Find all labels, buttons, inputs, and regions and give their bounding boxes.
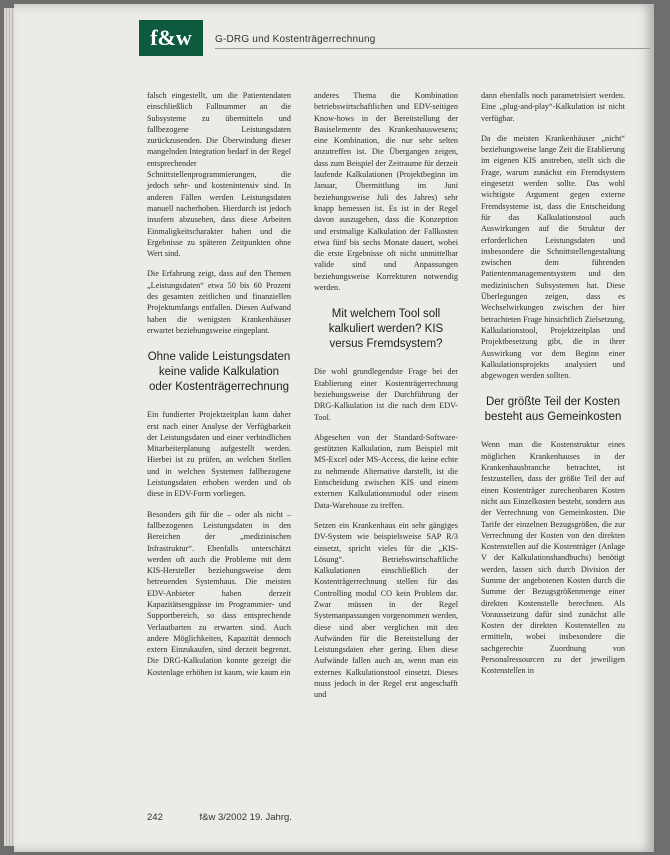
- page-footer: [147, 812, 292, 823]
- paragraph: Ein fundierter Projektzeitplan kann daher erst nach einer Analyse der Verfügbarkeit der Leistungsdaten und einer verbindlichen Mitarbeiterplanung aufgestellt werden. Hierbei ist zu prüfen, an welchen Stellen und in welchen Systemen fallbezogene Leistungsdaten erhoben werden und ob diese in EDV-Form vorliegen.: [147, 410, 291, 499]
- subheading: Der größte Teil der Kosten besteht aus Gemeinkosten: [484, 396, 622, 424]
- paragraph: Abgesehen von der Standard-Software-gestützten Kalkulation, zum Beispiel mit MS-Excel oder MS-Access, die keine echte zu nehmende Alternative darstellt, ist die Entscheidung zwischen KIS und einem externen Kalkulationsmodul oder einem Data-Warehouse zu treffen.: [314, 432, 458, 510]
- page-number: 242: [147, 812, 163, 823]
- header-rule: [215, 48, 650, 49]
- paragraph: Setzen ein Krankenhaus ein sehr gängiges DV-System wie beispielsweise SAP R/3 einsetzt, spricht vieles für die „KIS-Lösung“. Betriebswirtschaftliche Kalkulationen einschließlich der Kostenträgerrechnung stellen für das Controlling modul CO kein Problem dar. Zwar müssen in der Regel Systemanpassungen vorgenommen werden, diese sind aber verglichen mit den Aufwänden für die Bereitstellung der Leistungsdaten eher gering. Eben diese Aufwände fallen auch an, wenn man ein externes Kalkulationstool einsetzt. Dieses muss jedoch in der Regel erst angeschafft und: [314, 520, 458, 700]
- paragraph: Da die meisten Krankenhäuser „nicht“ beziehungsweise lange Zeit die Etablierung im eigenen KIS anstreben, stellt sich die Frage, warum zunächst ein Fremdsystem eingesetzt werden sollte. Das wohl wichtigste Argument gegen externe Fremdsysteme ist, dass die Entscheidung für das Kalkulationstool auch Auswirkungen auf die Struktur der erforderlichen Leistungsdaten und insbesondere die Schnittstellengestaltung zwischen dem führenden Patientenmanagementsystem und den medizinischen Subsystemen hat. Diese Überlegungen zeigen, dass es Wechselwirkungen zwischen der hier betrachteten Frage hinsichtlich Zielsetzung, Kalkulationstool, Projektzeitplan und Projektbesetzung gibt, die in ihrer Auswirkung vor dem Beginn einer Kalkulationsprojekts analysiert und abgewogen werden sollten.: [481, 133, 625, 381]
- paragraph: dann ebenfalls noch parametrisiert werden. Eine „plug-and-play“-Kalkulation ist nicht verfügbar.: [481, 91, 625, 123]
- subheading: Mit welchem Tool soll kalkuliert werden? KIS versus Fremdsystem?: [328, 308, 444, 351]
- page-header: [139, 20, 670, 56]
- journal-logo: f&w: [139, 20, 203, 56]
- paragraph: Die wohl grundlegendste Frage bei der Etablierung einer Kostenträgerrechnung beziehungsweise der Durchführung der DRG-Kalkulation ist die nach dem EDV-Tool.: [314, 367, 458, 422]
- text-column-1: [147, 90, 291, 687]
- paragraph: anderes Thema die Kombination betriebswirtschaftlichen und EDV-seitigen Know-hows in der Bereitstellung der Basiselemente des Krankenhauswesens; eine Kombination, die nur sehr selten anzutreffen ist. Die Übergangen zeigen, dass zum Beispiel der Zeitraume für derzeit laufende Kalkulationen (Projektbeginn im Januar, Übermittlung im Juni beziehungsweise Juli des Jahres) sehr knapp bemessen ist. Es ist in der Regel davon auszugehen, dass die Konzeption und erstmalige Kalkulation der Fallkosten etwa fünf bis sechs Monate dauert, wobei die erste Ergebnisse oft nicht unmittelbar valide sind und Anpassungen beziehungsweise Korrekturen notwendig werden.: [314, 91, 458, 293]
- text-column-2: [314, 90, 458, 710]
- paragraph: falsch eingestellt, um die Patientendaten einschließlich Fallnummer an die Subsysteme zu übermitteln und fallbezogene Leistungsdaten zurückzusenden. Die Überwindung dieser mangelnden Integration bedarf in der Regel entsprechender Schnittstellenprogrammierungen, die jedoch sehr- und kostenintensiv sind. In anderen Fällen werden Leistungsdaten manuell nacherhoben. Hierdurch ist jedoch insofern abzusehen, dass diese Arbeiten Einmaligkeitscharakter haben und die Ergebnisse zu späteren Zeitpunkten ohne Wert sind.: [147, 91, 291, 259]
- paragraph: Besonders gilt für die – oder als nicht – fallbezogenen Leistungsdaten in den Bereichen der „medizinischen Infrastruktur“. Ebenfalls unterschätzt werden oft auch die Probleme mit dem KIS-Hersteller beziehungsweise dem betreuenden Systemhaus. Die meisten EDV-Anbieter haben derzeit Kapazitätsengpässe im Programmier- und Supportbereich, so dass entsprechende Verlautbarten zu erwarten sind. Auch andere Möglichkeiten, Kapazität dennoch extern Einzukaufen, sind derzeit begrenzt. Die DRG-Kalkulation konnte gezeigt die Kostenlage erhöhen ist kaum, wie kaum ein: [147, 509, 291, 677]
- paragraph: Wenn man die Kostenstruktur eines möglichen Krankenhauses in der Krankenhausbranche betrachtet, ist festzustellen, dass der größte Teil der auf einen Kostenträger zurechenbaren Kosten nicht aus Einzelkosten besteht, sondern aus der Verrechnung von Gemeinkosten. Die Tarife der einzelnen Bezugsgrößen, die zur Verrechnung der Kosten von den direkten Kostenstellen auf die Kostenträger (Anlage V der Kalkulationshandbuchs) benötigt werden, lassen sich durch Division der Summe der angebotenen Kosten durch die Summe der Bezugsgrößenmenge einer direkten Kostenstelle berechnen. Als Voraussetzung dafür sind zunächst alle Kosten der direkten Kostenstellen zu ermitteln, wobei insbesondere die sachgerechte Zuordnung von Personalressourcen zu der jeweiligen Kostenstellen in: [481, 440, 625, 676]
- section-title: G-DRG und Kostenträgerrechnung: [215, 34, 376, 45]
- subheading: Ohne valide Leistungsdaten keine valide Kalkulation oder Kostenträgerrechnung: [147, 351, 291, 394]
- text-column-3: [481, 90, 625, 686]
- journal-issue: f&w 3/2002 19. Jahrg.: [199, 812, 292, 823]
- paragraph: Die Erfahrung zeigt, dass auf den Themen „Leistungsdaten“ etwa 50 bis 60 Prozent des gesamten zeitlichen und finanziellen Projektumfangs entfallen. Diesen Aufwand haben die wenigsten Krankenhäuser erwartet beziehungsweise eingeplant.: [147, 269, 291, 335]
